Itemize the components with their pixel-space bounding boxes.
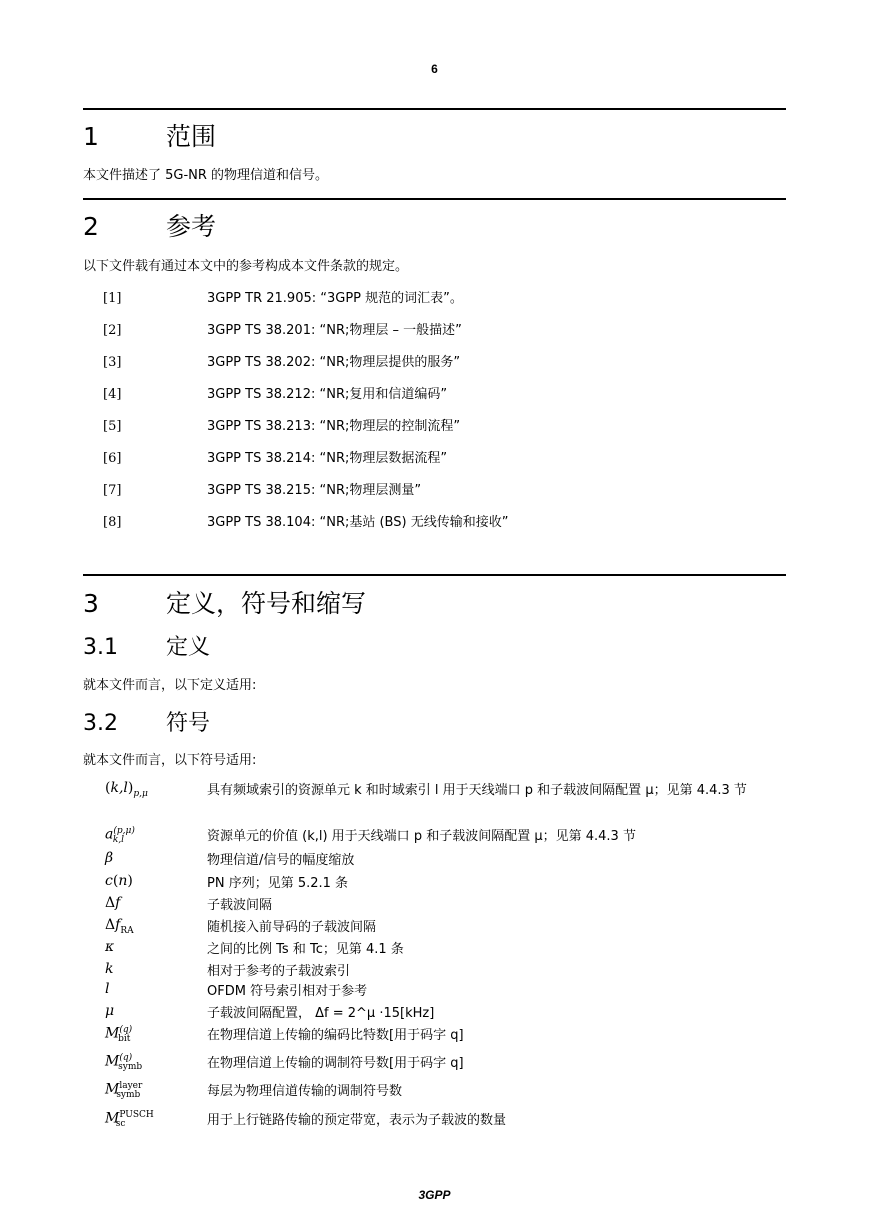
reference-tag: [3] (103, 355, 122, 370)
section-rule (83, 198, 786, 200)
reference-tag: [1] (103, 291, 122, 306)
reference-item (103, 415, 460, 434)
section-rule (83, 108, 786, 110)
section-number: 1 (83, 122, 99, 151)
symbol-description: 子载波间隔配置， Δf = 2^μ ·15[kHz] (207, 1006, 435, 1021)
section-3-heading (83, 584, 366, 620)
section-2-text: 以下文件载有通过本文中的参考构成本文件条款的规定。 (83, 259, 409, 274)
page-footer: 3GPP (418, 1188, 451, 1202)
symbol-description: PN 序列；见第 5.2.1 条 (207, 876, 349, 891)
symbol-resource-element: $(k,l)_{p,\mu}$ (105, 780, 148, 799)
symbol-description: 之间的比例 Ts 和 Tc；见第 4.1 条 (207, 942, 404, 957)
section-number: 3.2 (83, 711, 118, 736)
section-rule (83, 574, 786, 576)
symbol-description: 每层为物理信道传输的调制符号数 (207, 1084, 403, 1099)
symbol-beta: β (105, 850, 114, 866)
symbol-delta-f: Δf (105, 895, 121, 911)
reference-tag: [7] (103, 483, 122, 498)
section-title: 定义 (166, 635, 211, 660)
symbol-description: 物理信道/信号的幅度缩放 (207, 853, 355, 868)
symbol-m-bit: $M^{(q)}_{bit}$ (105, 1025, 133, 1045)
page-number: 6 (431, 62, 438, 76)
reference-item (103, 447, 447, 466)
reference-item (103, 319, 462, 338)
reference-text: 3GPP TS 38.202: “NR;物理层提供的服务” (207, 355, 461, 370)
symbol-pn-sequence: c(n) (105, 873, 133, 889)
section-title: 符号 (166, 711, 211, 736)
symbol-description: 在物理信道上传输的编码比特数[用于码字 q] (207, 1028, 464, 1043)
reference-item (103, 351, 460, 370)
symbol-description: 子载波间隔 (207, 898, 273, 913)
symbol-m-pusch-sc: $M^{PUSCH}_{sc}$ (105, 1110, 154, 1130)
symbol-delta-f-ra: $\Delta f_{RA}$ (105, 917, 134, 936)
reference-text: 3GPP TS 38.214: “NR;物理层数据流程” (207, 451, 448, 466)
section-3-1-heading (83, 630, 210, 661)
symbol-l: l (105, 981, 110, 997)
section-title: 定义，符号和缩写 (166, 589, 367, 618)
section-3-2-text: 就本文件而言，以下符号适用: (83, 753, 257, 768)
symbol-description: OFDM 符号索引相对于参考 (207, 984, 368, 999)
section-1-heading (83, 117, 216, 153)
symbol-mu: μ (105, 1003, 115, 1019)
symbol-k: k (105, 961, 114, 977)
symbol-kappa: κ (105, 939, 115, 955)
symbol-m-layer-symb: $M^{layer}_{symb}$ (105, 1081, 143, 1101)
symbol-m-symb: $M^{(q)}_{symb}$ (105, 1053, 143, 1073)
reference-text: 3GPP TS 38.104: “NR;基站 (BS) 无线传输和接收” (207, 515, 509, 530)
reference-item (103, 287, 463, 306)
section-number: 3 (83, 589, 99, 618)
reference-text: 3GPP TS 38.215: “NR;物理层测量” (207, 483, 422, 498)
section-2-heading (83, 207, 216, 243)
reference-text: 3GPP TS 38.201: “NR;物理层 – 一般描述” (207, 323, 462, 338)
symbol-resource-value: $a^{(p,\mu)}_{k,l}$ (105, 826, 135, 846)
symbol-description: 资源单元的价值 (k,l) 用于天线端口 p 和子载波间隔配置 μ；见第 4.4.3 节 (207, 829, 636, 844)
symbol-description: 具有频域索引的资源单元 k 和时域索引 l 用于天线端口 p 和子载波间隔配置 μ；见第 4.4.3 节 (207, 783, 747, 798)
symbol-description: 相对于参考的子载波索引 (207, 964, 351, 979)
section-number: 3.1 (83, 635, 118, 660)
reference-tag: [2] (103, 323, 122, 338)
section-3-1-text: 就本文件而言，以下定义适用: (83, 678, 257, 693)
reference-text: 3GPP TS 38.212: “NR;复用和信道编码” (207, 387, 448, 402)
reference-text: 3GPP TR 21.905: “3GPP 规范的词汇表”。 (207, 291, 463, 306)
reference-tag: [6] (103, 451, 122, 466)
section-1-text: 本文件描述了 5G-NR 的物理信道和信号。 (83, 168, 329, 183)
reference-tag: [8] (103, 515, 122, 530)
reference-item (103, 383, 447, 402)
reference-tag: [5] (103, 419, 122, 434)
symbol-description: 随机接入前导码的子载波间隔 (207, 920, 377, 935)
reference-text: 3GPP TS 38.213: “NR;物理层的控制流程” (207, 419, 461, 434)
section-3-2-heading (83, 706, 210, 737)
section-title: 范围 (166, 122, 217, 151)
section-number: 2 (83, 212, 99, 241)
symbol-description: 用于上行链路传输的预定带宽，表示为子载波的数量 (207, 1113, 507, 1128)
reference-item (103, 511, 508, 530)
reference-tag: [4] (103, 387, 122, 402)
section-title: 参考 (166, 212, 217, 241)
reference-item (103, 479, 421, 498)
symbol-description: 在物理信道上传输的调制符号数[用于码字 q] (207, 1056, 464, 1071)
